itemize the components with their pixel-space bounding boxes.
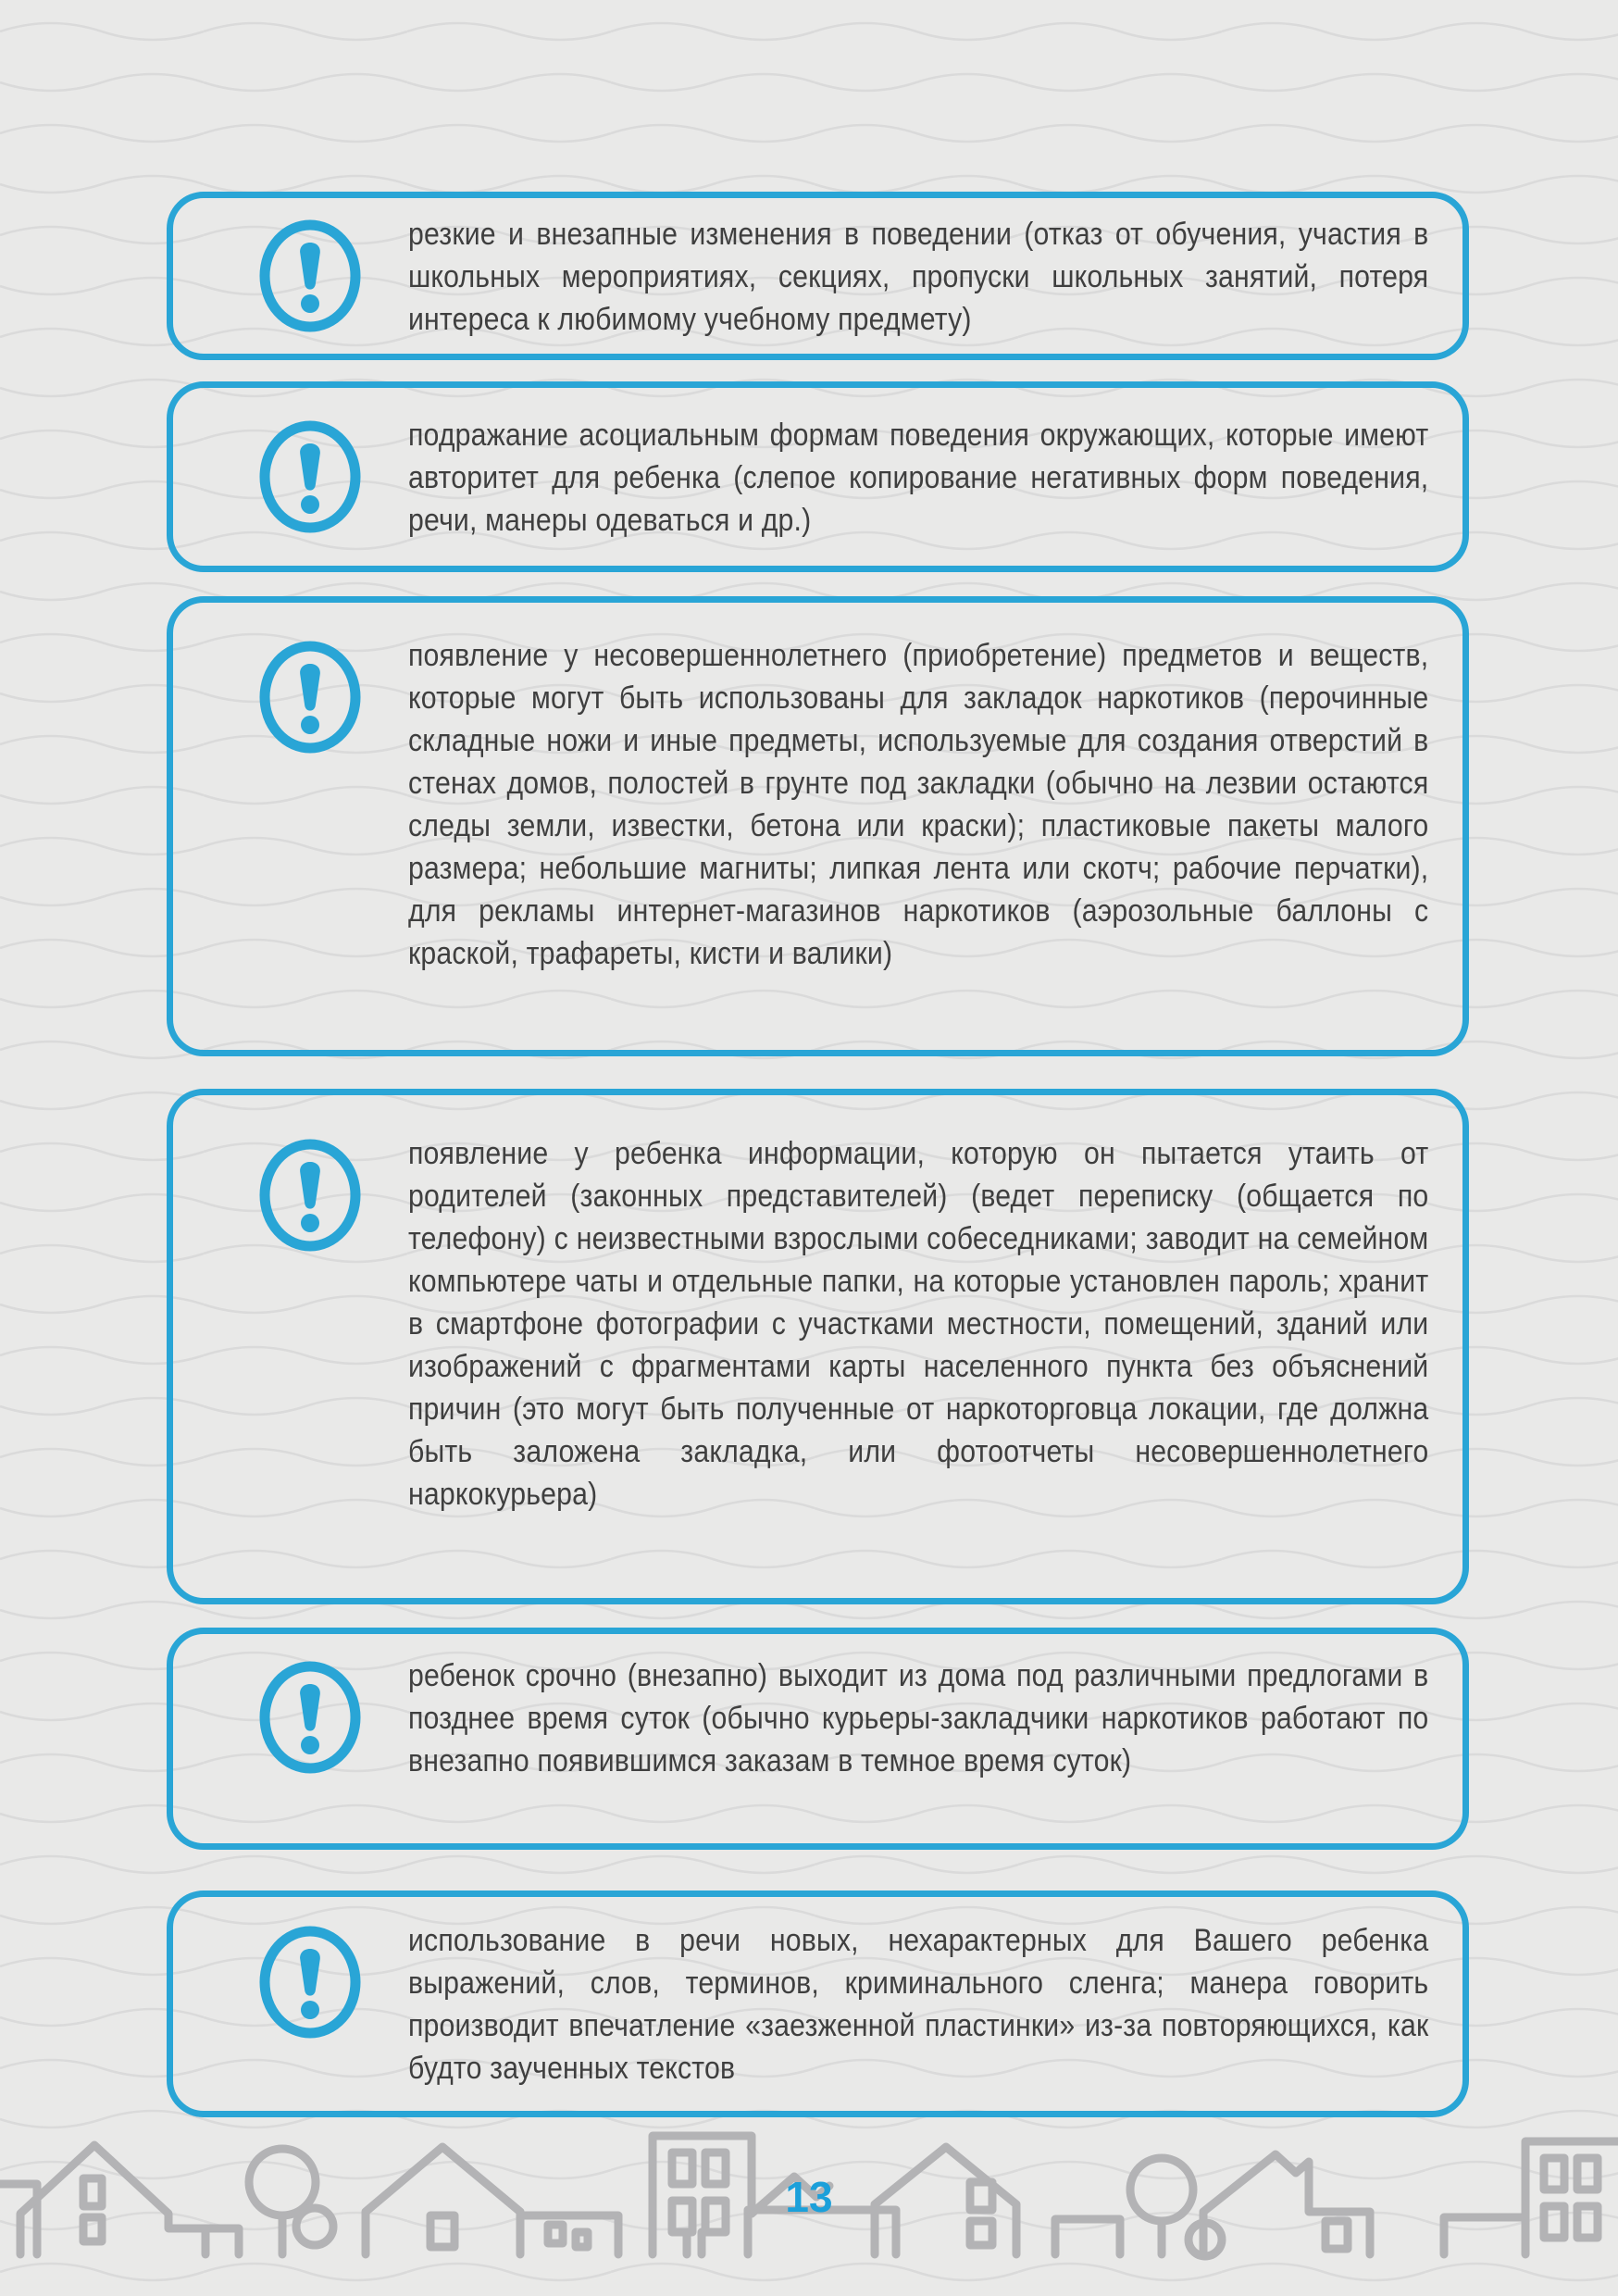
warning-box-2	[167, 381, 1469, 572]
warning-text: ребенок срочно (внезапно) выходит из дома под различными предлогами в позднее время суток (обычно курьеры-закладчики наркотиков работают по внезапно появившимся заказам в темное время суток)	[408, 1658, 1429, 1778]
warning-box-5	[167, 1628, 1469, 1850]
exclamation-icon	[258, 1660, 362, 1775]
exclamation-icon	[258, 218, 362, 333]
warning-box-4	[167, 1089, 1469, 1604]
exclamation-icon	[258, 1138, 362, 1253]
warning-text: появление у несовершеннолетнего (приобретение) предметов и веществ, которые могут быть использованы для закладок наркотиков (перочинные складные ножи и иные предметы, используемые для создания отверстий в стенах домов, полостей в грунте под закладки (обычно на лезвии остаются следы земли, известки, бетона или краски); пластиковые пакеты малого размера; небольшие магниты; липкая лента или скотч; рабочие перчатки), для рекламы интернет-магазинов наркотиков (аэрозольные баллоны с краской, трафареты, кисти и валики)	[408, 638, 1429, 971]
warning-text: подражание асоциальным формам поведения окружающих, которые имеют авторитет для ребенка (слепое копирование негативных форм поведения, речи, манеры одеваться и др.)	[408, 418, 1429, 538]
warning-text: резкие и внезапные изменения в поведении (отказ от обучения, участия в школьных мероприятиях, секциях, пропуски школьных занятий, потеря интереса к любимому учебному предмету)	[408, 217, 1429, 337]
warning-text: использование в речи новых, нехарактерных для Вашего ребенка выражений, слов, терминов, криминального сленга; манера говорить производит впечатление «заезженной пластинки» из-за повторяющихся, как будто заученных текстов	[408, 1923, 1429, 2086]
warning-text-wrap	[408, 634, 1429, 975]
warning-box-6	[167, 1890, 1469, 2117]
page-number: 13	[785, 2173, 833, 2221]
warning-box-3	[167, 596, 1469, 1056]
exclamation-icon	[258, 1925, 362, 2040]
warning-text-wrap	[408, 1132, 1429, 1516]
exclamation-icon	[258, 419, 362, 534]
warning-text-wrap	[408, 1919, 1429, 2090]
warning-text-wrap	[408, 213, 1429, 341]
exclamation-icon	[258, 640, 362, 755]
warning-text-wrap	[408, 414, 1429, 542]
warning-box-1	[167, 192, 1469, 360]
warning-text-wrap	[408, 1654, 1429, 1782]
warning-text: появление у ребенка информации, которую он пытается утаить от родителей (законных представителей) (ведет переписку (общается по телефону) с неизвестными взрослыми собеседниками; заводит на семейном компьютере чаты и отдельные папки, на которые установлен пароль; хранит в смартфоне фотографии с участками местности, помещений, зданий или изображений с фрагментами карты населенного пункта без объяснений причин (это могут быть полученные от наркоторговца локации, где должна быть заложена закладка, или фотоотчеты несовершеннолетнего наркокурьера)	[408, 1136, 1429, 1512]
